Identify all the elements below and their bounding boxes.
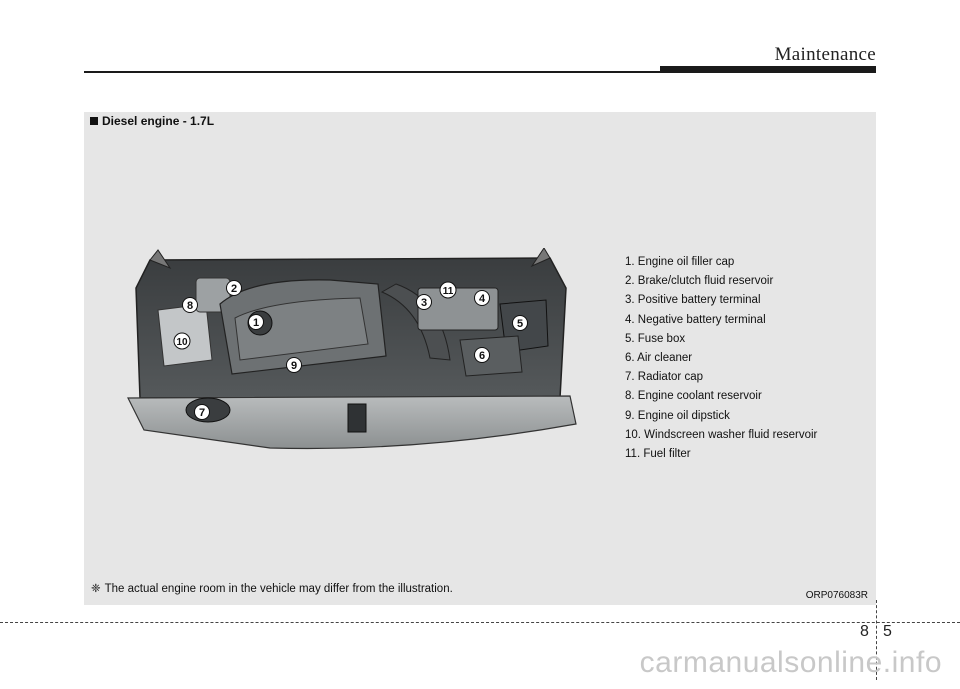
bullet-square-icon — [90, 117, 98, 125]
svg-text:4: 4 — [478, 293, 486, 305]
legend-item: 2. Brake/clutch fluid reservoir — [625, 275, 774, 288]
legend-item: 4. Negative battery terminal — [625, 313, 766, 326]
legend-item: 10. Windscreen washer fluid reservoir — [625, 428, 818, 441]
callout-8 — [183, 298, 198, 313]
svg-text:11: 11 — [442, 286, 454, 297]
legend-item: 7. Radiator cap — [625, 371, 703, 384]
svg-text:9: 9 — [290, 360, 298, 372]
callout-3 — [417, 295, 432, 310]
legend-item: 6. Air cleaner — [625, 351, 693, 364]
engine-illustration — [120, 248, 580, 454]
component-legend — [625, 253, 817, 464]
callout-9 — [287, 358, 302, 373]
svg-text:5: 5 — [516, 318, 524, 330]
section-title: Maintenance — [774, 44, 876, 65]
callout-6 — [475, 348, 490, 363]
footer-dashed-rule — [0, 622, 960, 623]
callout-7 — [195, 405, 210, 420]
chapter-number: 8 — [860, 623, 869, 640]
svg-text:6: 6 — [478, 350, 486, 362]
legend-item: 9. Engine oil dipstick — [625, 409, 730, 422]
note-text: The actual engine room in the vehicle may differ from the illustration. — [104, 583, 453, 595]
page-number: 5 — [883, 623, 892, 640]
image-code: ORP076083R — [805, 590, 868, 601]
legend-item: 3. Positive battery terminal — [625, 294, 761, 307]
callout-5 — [513, 316, 528, 331]
panel-heading — [90, 114, 214, 128]
illustration-note — [91, 581, 453, 595]
callout-1 — [249, 315, 264, 330]
header-rule-thin — [84, 71, 662, 73]
legend-item: 11. Fuel filter — [625, 447, 691, 460]
legend-item: 8. Engine coolant reservoir — [625, 390, 762, 403]
callout-2 — [227, 281, 242, 296]
svg-text:8: 8 — [186, 300, 194, 312]
air-cleaner — [460, 336, 522, 376]
header-rule-thick — [660, 66, 876, 73]
panel-heading-text: Diesel engine - 1.7L — [102, 114, 215, 128]
callout-11 — [440, 282, 456, 298]
legend-item: 1. Engine oil filler cap — [625, 256, 735, 268]
svg-text:10: 10 — [176, 337, 188, 348]
callout-10 — [174, 333, 190, 349]
legend-item: 5. Fuse box — [625, 332, 686, 345]
svg-text:3: 3 — [420, 297, 428, 309]
svg-text:2: 2 — [230, 283, 238, 295]
svg-text:1: 1 — [252, 317, 260, 329]
svg-text:7: 7 — [198, 407, 206, 419]
note-symbol-icon: ❈ — [91, 583, 101, 595]
watermark: carmanualsonline.info — [639, 646, 942, 679]
hood-latch — [348, 404, 366, 432]
callout-4 — [475, 291, 490, 306]
